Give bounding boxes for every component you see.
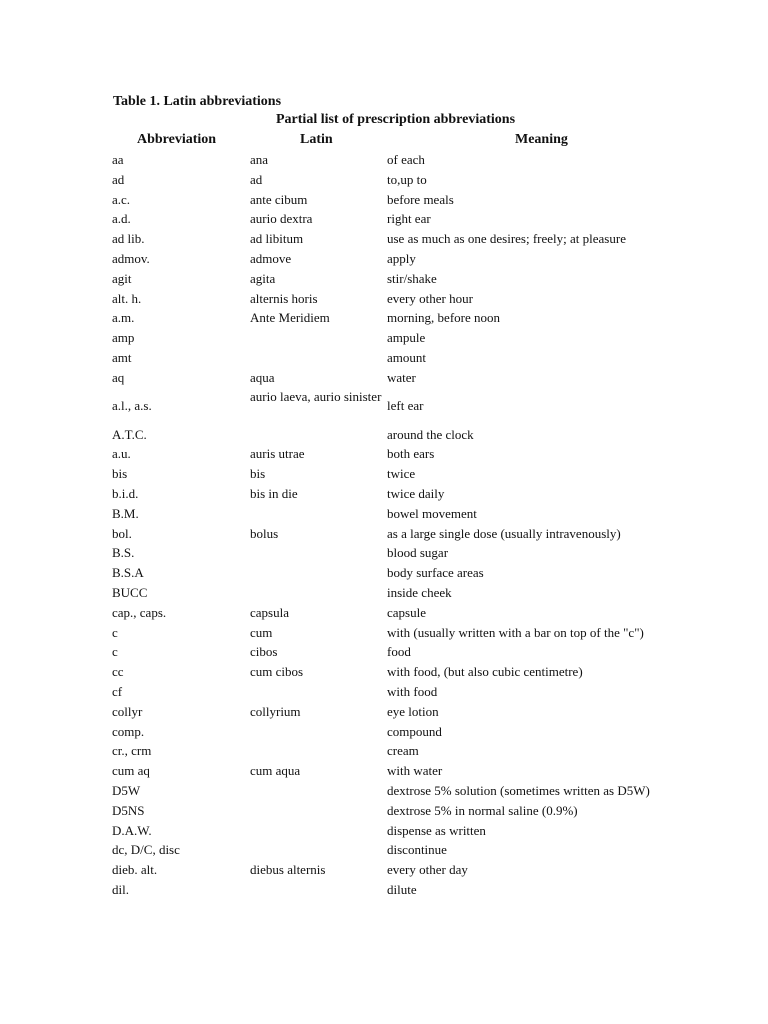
cell-meaning: dilute xyxy=(387,881,417,897)
cell-abbreviation: ad xyxy=(112,171,125,187)
cell-abbreviation: a.l., a.s. xyxy=(112,397,152,413)
table-row xyxy=(0,662,768,682)
table-row xyxy=(0,328,768,348)
table-row xyxy=(0,741,768,761)
table-row xyxy=(0,781,768,801)
table-row xyxy=(0,761,768,781)
table-title: Table 1. Latin abbreviations xyxy=(113,94,282,109)
cell-meaning: to,up to xyxy=(387,171,427,187)
cell-latin: ana xyxy=(250,152,269,167)
cell-meaning: food xyxy=(387,644,411,660)
cell-abbreviation: c xyxy=(112,644,118,660)
cell-abbreviation: cap., caps. xyxy=(112,604,167,620)
table-row xyxy=(0,543,768,563)
table-row xyxy=(0,289,768,309)
cell-abbreviation: B.M. xyxy=(112,505,139,521)
table-subtitle: Partial list of prescription abbreviations xyxy=(276,112,516,127)
cell-abbreviation: cum aq xyxy=(112,763,150,779)
cell-meaning: dispense as written xyxy=(387,822,486,838)
cell-meaning: with food xyxy=(387,683,438,699)
cell-meaning: ampule xyxy=(387,330,426,346)
cell-abbreviation: B.S.A xyxy=(112,565,144,581)
cell-latin: ad libitum xyxy=(250,231,304,247)
cell-abbreviation: a.u. xyxy=(112,446,131,462)
cell-meaning: of each xyxy=(387,152,425,167)
cell-abbreviation: agit xyxy=(112,270,132,286)
cell-latin: Ante Meridiem xyxy=(250,310,330,326)
abbreviation-table-body xyxy=(0,150,768,900)
table-row xyxy=(0,702,768,722)
cell-meaning: both ears xyxy=(387,446,435,462)
cell-latin: bis xyxy=(250,466,266,482)
cell-latin: capsula xyxy=(250,604,289,620)
cell-latin: ante cibum xyxy=(250,191,308,207)
cell-abbreviation: bol. xyxy=(112,525,132,541)
cell-latin: bolus xyxy=(250,525,279,541)
table-row xyxy=(0,880,768,900)
table-row xyxy=(0,801,768,821)
cell-meaning: as a large single dose (usually intravenously) xyxy=(387,525,621,541)
cell-meaning: with water xyxy=(387,763,443,779)
table-row xyxy=(0,170,768,190)
cell-abbreviation: D5NS xyxy=(112,802,145,818)
cell-meaning: every other hour xyxy=(387,290,473,306)
table-row xyxy=(0,229,768,249)
table-row xyxy=(0,269,768,289)
table-row xyxy=(0,150,768,170)
cell-abbreviation: BUCC xyxy=(112,584,148,600)
cell-latin: aqua xyxy=(250,369,275,385)
table-row xyxy=(0,682,768,702)
cell-abbreviation: alt. h. xyxy=(112,290,142,306)
cell-abbreviation: dil. xyxy=(112,881,129,897)
table-row xyxy=(0,388,768,425)
cell-abbreviation: admov. xyxy=(112,250,150,266)
cell-abbreviation: D5W xyxy=(112,782,141,798)
table-row xyxy=(0,504,768,524)
cell-latin: cum xyxy=(250,624,273,640)
cell-abbreviation: aq xyxy=(112,369,125,385)
cell-meaning: water xyxy=(387,369,416,385)
cell-meaning: around the clock xyxy=(387,426,474,442)
table-row xyxy=(0,603,768,623)
table-row xyxy=(0,583,768,603)
cell-abbreviation: amt xyxy=(112,349,132,365)
table-row xyxy=(0,425,768,445)
cell-meaning: cream xyxy=(387,743,419,759)
cell-abbreviation: b.i.d. xyxy=(112,485,139,501)
cell-latin: cum cibos xyxy=(250,664,304,680)
cell-meaning: dextrose 5% in normal saline (0.9%) xyxy=(387,802,578,818)
cell-abbreviation: a.m. xyxy=(112,310,135,326)
cell-meaning: body surface areas xyxy=(387,565,484,581)
cell-meaning: twice xyxy=(387,466,416,482)
cell-abbreviation: cr., crm xyxy=(112,743,152,759)
cell-abbreviation: c xyxy=(112,624,118,640)
cell-meaning: morning, before noon xyxy=(387,310,501,326)
cell-meaning: eye lotion xyxy=(387,703,439,719)
column-header-latin: Latin xyxy=(300,132,333,147)
cell-abbreviation: ad lib. xyxy=(112,231,145,247)
cell-meaning: before meals xyxy=(387,191,454,207)
cell-abbreviation: B.S. xyxy=(112,545,135,561)
cell-meaning: discontinue xyxy=(387,842,447,858)
table-row xyxy=(0,722,768,742)
table-row xyxy=(0,190,768,210)
cell-meaning: use as much as one desires; freely; at pleasure xyxy=(387,231,626,247)
cell-latin: diebus alternis xyxy=(250,862,326,878)
cell-latin: aurio laeva, aurio sinister xyxy=(250,388,382,404)
table-row xyxy=(0,368,768,388)
cell-meaning: dextrose 5% solution (sometimes written as D5W) xyxy=(387,782,650,798)
cell-meaning: stir/shake xyxy=(387,270,437,286)
table-row xyxy=(0,249,768,269)
table-row xyxy=(0,860,768,880)
table-row xyxy=(0,524,768,544)
cell-latin: bis in die xyxy=(250,485,298,501)
table-row xyxy=(0,444,768,464)
cell-meaning: every other day xyxy=(387,862,468,878)
cell-meaning: with food, (but also cubic centimetre) xyxy=(387,664,583,680)
cell-abbreviation: bis xyxy=(112,466,128,482)
table-row xyxy=(0,563,768,583)
table-row xyxy=(0,642,768,662)
cell-abbreviation: A.T.C. xyxy=(112,426,147,442)
cell-abbreviation: collyr xyxy=(112,703,143,719)
cell-latin: collyrium xyxy=(250,703,301,719)
cell-latin: auris utrae xyxy=(250,446,305,462)
cell-meaning: blood sugar xyxy=(387,545,449,561)
cell-abbreviation: a.c. xyxy=(112,191,131,207)
cell-abbreviation: aa xyxy=(112,152,124,167)
table-row xyxy=(0,623,768,643)
cell-abbreviation: comp. xyxy=(112,723,145,739)
cell-abbreviation: amp xyxy=(112,330,135,346)
cell-latin: cibos xyxy=(250,644,278,660)
cell-meaning: left ear xyxy=(387,397,424,413)
table-row xyxy=(0,840,768,860)
table-row xyxy=(0,209,768,229)
cell-abbreviation: dieb. alt. xyxy=(112,862,158,878)
cell-meaning: right ear xyxy=(387,211,431,227)
table-row xyxy=(0,484,768,504)
table-row xyxy=(0,821,768,841)
cell-abbreviation: dc, D/C, disc xyxy=(112,842,180,858)
table-row xyxy=(0,348,768,368)
cell-meaning: compound xyxy=(387,723,442,739)
table-row xyxy=(0,308,768,328)
cell-meaning: apply xyxy=(387,250,416,266)
cell-latin: cum aqua xyxy=(250,763,301,779)
cell-latin: ad xyxy=(250,171,263,187)
cell-latin: admove xyxy=(250,250,292,266)
cell-abbreviation: D.A.W. xyxy=(112,822,152,838)
cell-meaning: twice daily xyxy=(387,485,445,501)
cell-abbreviation: cf xyxy=(112,683,123,699)
cell-abbreviation: a.d. xyxy=(112,211,131,227)
cell-meaning: amount xyxy=(387,349,426,365)
cell-latin: alternis horis xyxy=(250,290,318,306)
column-header-abbreviation: Abbreviation xyxy=(137,132,217,147)
cell-meaning: inside cheek xyxy=(387,584,452,600)
cell-abbreviation: cc xyxy=(112,664,124,680)
cell-latin: aurio dextra xyxy=(250,211,313,227)
cell-meaning: bowel movement xyxy=(387,505,477,521)
cell-latin: agita xyxy=(250,270,276,286)
cell-meaning: with (usually written with a bar on top of the "c") xyxy=(387,624,644,640)
table-row xyxy=(0,464,768,484)
column-header-meaning: Meaning xyxy=(515,132,568,147)
cell-meaning: capsule xyxy=(387,604,426,620)
